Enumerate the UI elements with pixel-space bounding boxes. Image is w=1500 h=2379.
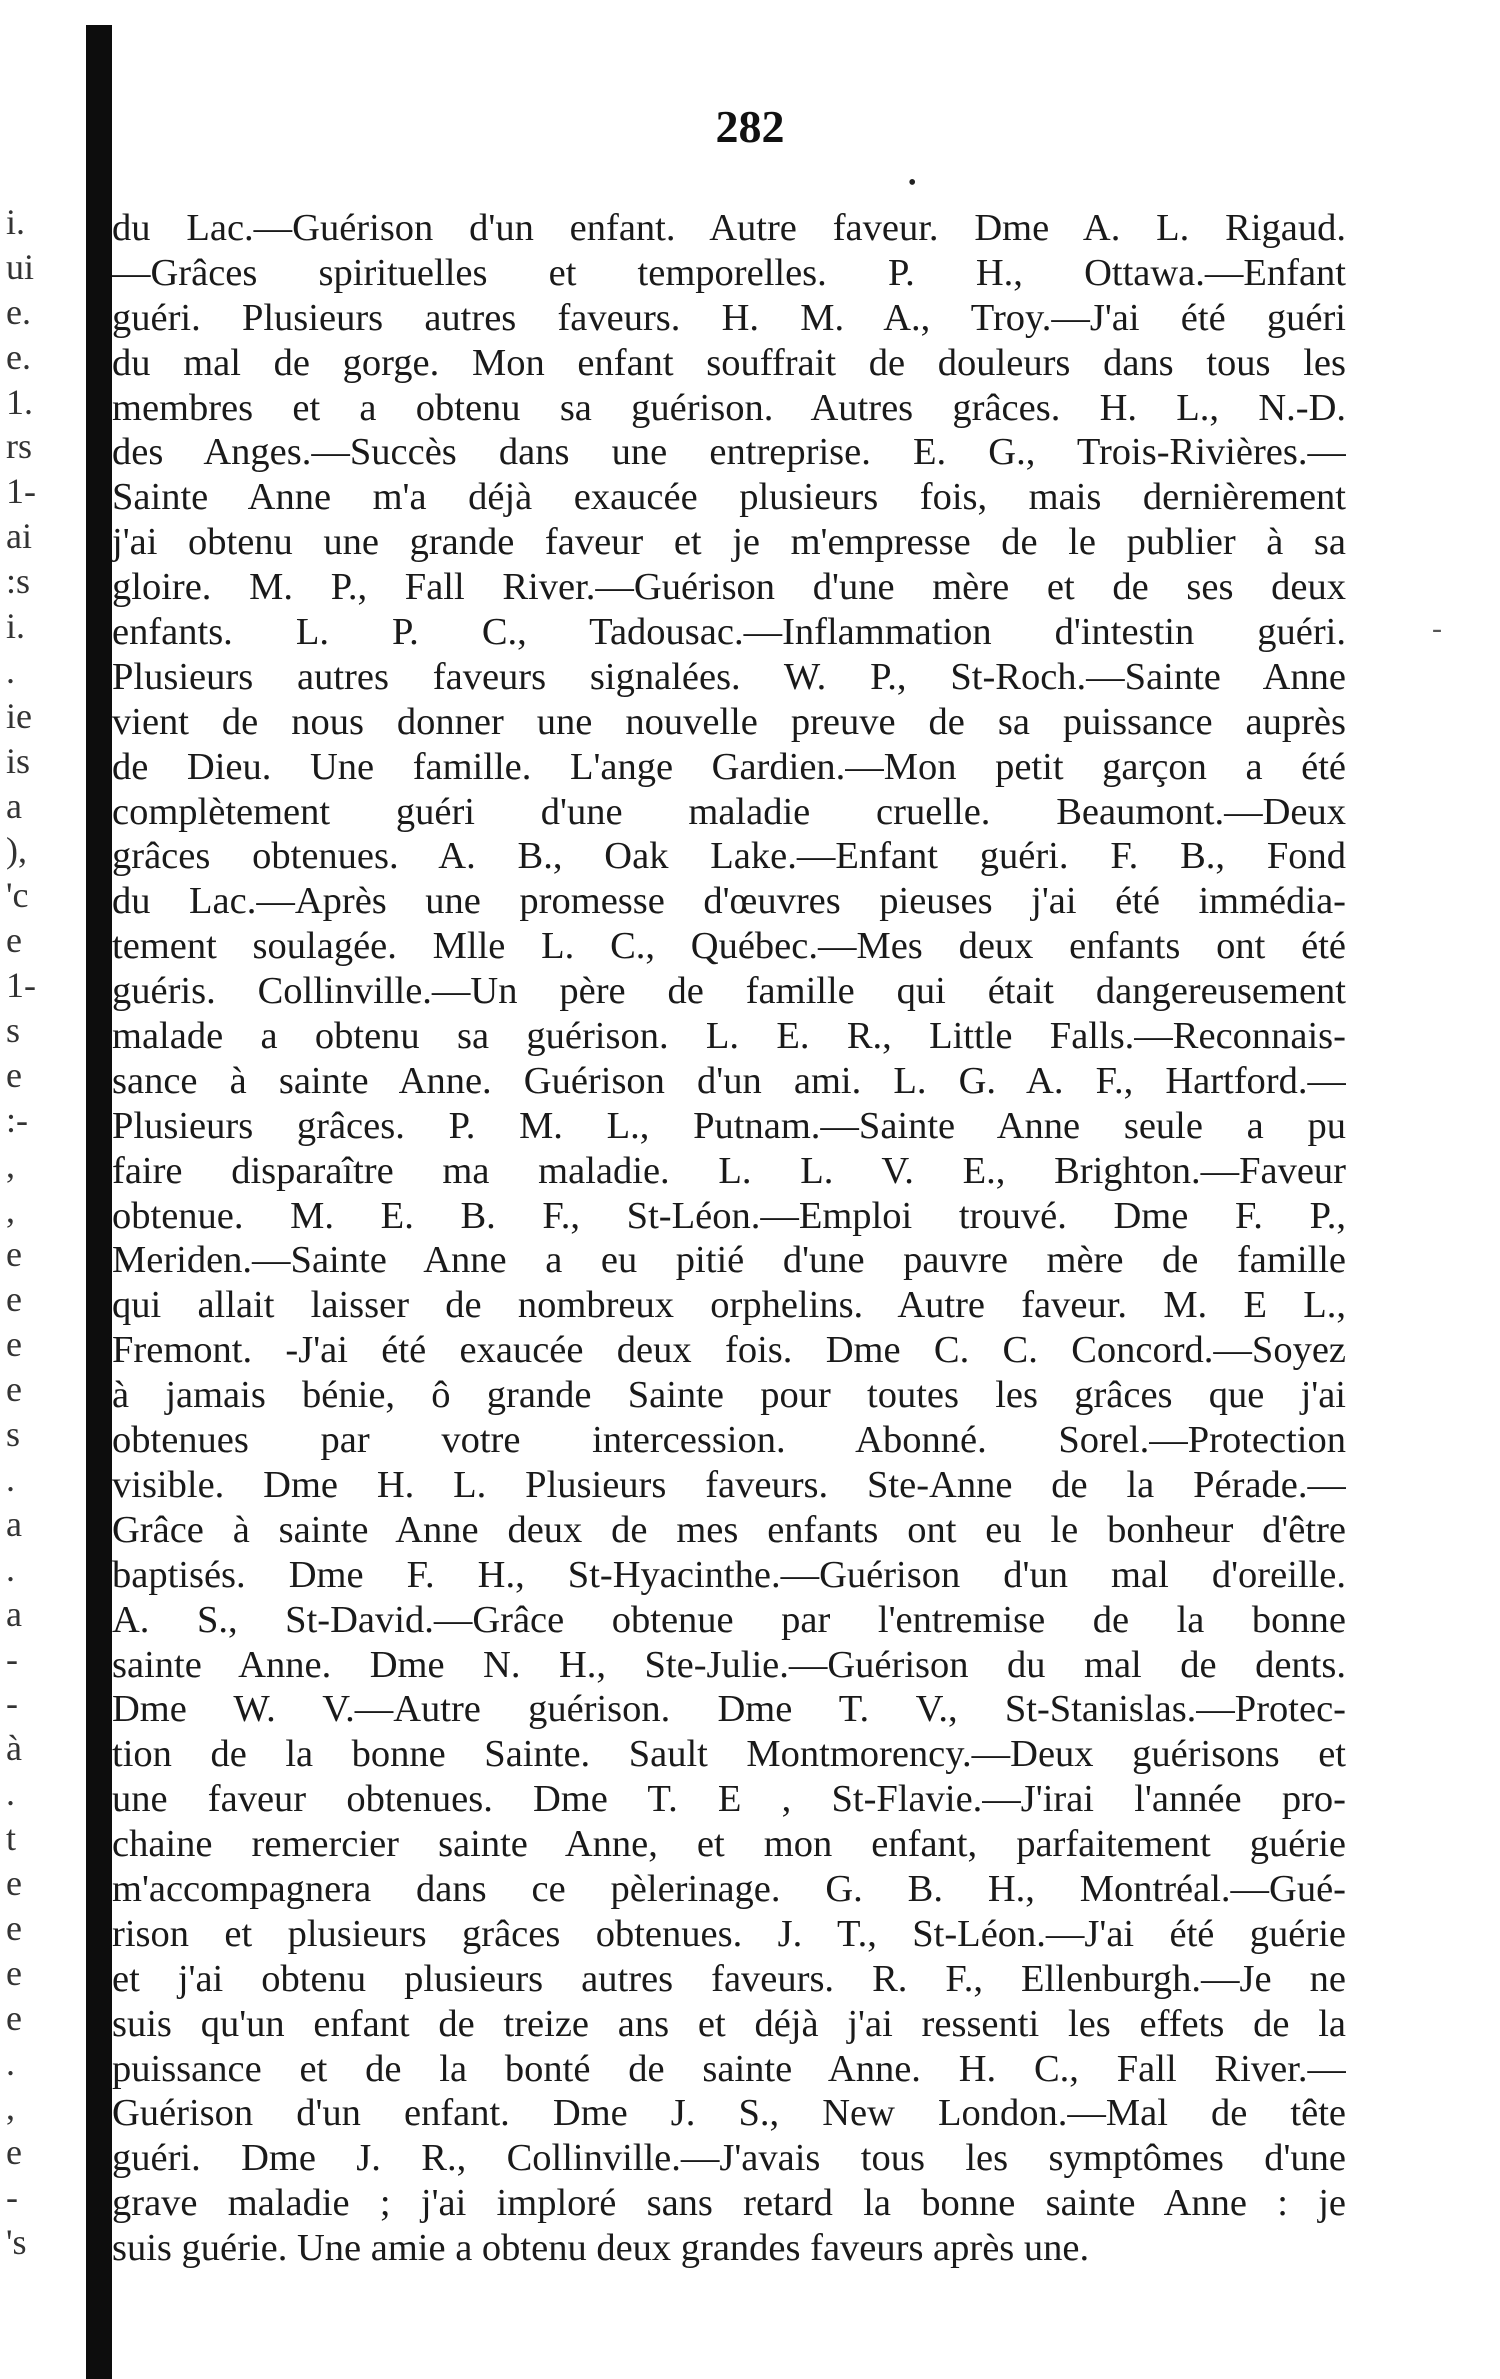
margin-fragment: e (6, 1324, 22, 1365)
text-line: baptisés. Dme F. H., St-Hyacinthe.—Guérison d'un mal d'oreille. (112, 1553, 1346, 1596)
text-line: et j'ai obtenu plusieurs autres faveurs. R. F., Ellenburgh.—Je ne (112, 1957, 1346, 2000)
margin-fragment: . (6, 2042, 15, 2083)
text-line: tion de la bonne Sainte. Sault Montmorency.—Deux guérisons et (112, 1733, 1346, 1776)
margin-fragment: 's (6, 2222, 27, 2263)
text-line: vient de nous donner une nouvelle preuve de sa puissance auprès (112, 700, 1346, 743)
text-line: puissance et de la bonté de sainte Anne. H. C., Fall River.— (112, 2047, 1346, 2090)
stray-ink-mark: • (908, 170, 917, 196)
text-line: chaine remercier sainte Anne, et mon enfant, parfaitement guérie (112, 1823, 1346, 1866)
text-line: de Dieu. Une famille. L'ange Gardien.—Mon petit garçon a été (112, 745, 1346, 788)
text-line: faire disparaître ma maladie. L. L. V. E., Brighton.—Faveur (112, 1149, 1346, 1192)
text-line: gloire. M. P., Fall River.—Guérison d'une mère et de ses deux (112, 566, 1346, 609)
text-line: malade a obtenu sa guérison. L. E. R., Little Falls.—Reconnais- (112, 1015, 1346, 1058)
margin-fragment: 1. (6, 381, 33, 422)
margin-fragment: e (6, 1279, 22, 1320)
margin-fragment: e. (6, 336, 31, 377)
text-line: visible. Dme H. L. Plusieurs faveurs. Ste-Anne de la Pérade.— (112, 1463, 1346, 1506)
text-line: une faveur obtenues. Dme T. E , St-Flavie.—J'irai l'année pro- (112, 1778, 1346, 1821)
margin-fragment: e (6, 1234, 22, 1275)
body-text-column (112, 206, 1346, 2271)
text-line: m'accompagnera dans ce pèlerinage. G. B. H., Montréal.—Gué- (112, 1867, 1346, 1910)
margin-fragment: . (6, 1458, 15, 1499)
margin-fragment: i. (6, 202, 26, 242)
text-line: qui allait laisser de nombreux orphelins. Autre faveur. M. E L., (112, 1284, 1346, 1327)
margin-fragment: s (6, 1414, 21, 1455)
margin-fragment: e (6, 1997, 22, 2038)
text-line: guéri. Plusieurs autres faveurs. H. M. A., Troy.—J'ai été guéri (112, 296, 1346, 339)
text-line: —Grâces spirituelles et temporelles. P. H., Ottawa.—Enfant (112, 251, 1346, 294)
margin-fragment: , (6, 2087, 15, 2128)
margin-fragment: 1- (6, 471, 36, 512)
text-line: enfants. L. P. C., Tadousac.—Inflammation d'intestin guéri. (112, 611, 1346, 654)
text-line: suis qu'un enfant de treize ans et déjà j'ai ressenti les effets de la (112, 2002, 1346, 2045)
page-number: 282 (715, 101, 785, 152)
text-line: grave maladie ; j'ai imploré sans retard la bonne sainte Anne : je (112, 2182, 1346, 2225)
text-line: du Lac.—Guérison d'un enfant. Autre faveur. Dme A. L. Rigaud. (112, 207, 1346, 249)
text-line: du mal de gorge. Mon enfant souffrait de douleurs dans tous les (112, 341, 1346, 384)
margin-fragment: ie (6, 695, 32, 736)
margin-fragment: e (6, 1907, 22, 1948)
text-line: Plusieurs autres faveurs signalées. W. P., St-Roch.—Sainte Anne (112, 655, 1346, 698)
margin-fragment: s (6, 1010, 21, 1051)
text-line: suis guérie. Une amie a obtenu deux grandes faveurs après une. (112, 2227, 1090, 2270)
text-line: Dme W. V.—Autre guérison. Dme T. V., St-Stanislas.—Protec- (112, 1688, 1346, 1731)
text-line: grâces obtenues. A. B., Oak Lake.—Enfant guéri. F. B., Fond (112, 835, 1346, 878)
margin-fragment: :s (6, 561, 31, 602)
text-line: des Anges.—Succès dans une entreprise. E. G., Trois-Rivières.— (112, 431, 1346, 474)
text-line: Fremont. -J'ai été exaucée deux fois. Dme C. C. Concord.—Soyez (112, 1329, 1346, 1372)
text-line: rison et plusieurs grâces obtenues. J. T., St-Léon.—J'ai été guérie (112, 1912, 1346, 1955)
margin-fragment: , (6, 1144, 15, 1185)
margin-fragment: a (6, 1593, 22, 1634)
text-line: guéris. Collinville.—Un père de famille qui était dangereusement (112, 970, 1346, 1013)
text-line: complètement guéri d'une maladie cruelle. Beaumont.—Deux (112, 790, 1346, 833)
margin-fragment: 'c (6, 875, 29, 916)
text-line: membres et a obtenu sa guérison. Autres grâces. H. L., N.-D. (112, 386, 1346, 429)
text-line: Sainte Anne m'a déjà exaucée plusieurs fois, mais dernièrement (112, 476, 1346, 519)
margin-fragment: ai (6, 516, 32, 557)
margin-mark: - (1432, 612, 1442, 645)
text-line: sainte Anne. Dme N. H., Ste-Julie.—Guérison du mal de dents. (112, 1643, 1346, 1686)
binding-gutter-shadow (86, 25, 112, 2379)
margin-fragment: :- (6, 1099, 28, 1140)
margin-fragment: ), (6, 830, 27, 871)
margin-fragment: rs (6, 426, 32, 467)
margin-fragment: a (6, 785, 22, 826)
margin-fragment: , (6, 1189, 15, 1230)
margin-fragment: e (6, 1862, 22, 1903)
margin-fragment: i. (6, 606, 26, 647)
margin-fragment: - (6, 1638, 18, 1679)
text-line: Meriden.—Sainte Anne a eu pitié d'une pauvre mère de famille (112, 1239, 1346, 1282)
margin-fragment: . (6, 1773, 15, 1814)
text-line: A. S., St-David.—Grâce obtenue par l'entremise de la bonne (112, 1598, 1346, 1641)
text-line: à jamais bénie, ô grande Sainte pour toutes les grâces que j'ai (112, 1374, 1346, 1417)
margin-fragment: e (6, 920, 22, 961)
margin-fragment: - (6, 2177, 18, 2218)
text-line: sance à sainte Anne. Guérison d'un ami. L. G. A. F., Hartford.— (112, 1059, 1346, 1102)
text-line: Plusieurs grâces. P. M. L., Putnam.—Sainte Anne seule a pu (112, 1104, 1346, 1147)
margin-fragment: - (6, 1683, 18, 1724)
text-line: obtenues par votre intercession. Abonné. Sorel.—Protection (112, 1419, 1346, 1462)
text-line: j'ai obtenu une grande faveur et je m'empresse de le publier à sa (112, 521, 1346, 564)
margin-fragment: e. (6, 291, 31, 332)
margin-fragment: t (6, 1818, 17, 1859)
margin-fragment: e (6, 1369, 22, 1410)
margin-fragment: is (6, 740, 31, 781)
text-line: tement soulagée. Mlle L. C., Québec.—Mes deux enfants ont été (112, 925, 1346, 968)
margin-fragment: . (6, 1548, 15, 1589)
margin-fragment: e (6, 1952, 22, 1993)
text-line: guéri. Dme J. R., Collinville.—J'avais tous les symptômes d'une (112, 2137, 1346, 2180)
text-line: du Lac.—Après une promesse d'œuvres pieuses j'ai été immédia- (112, 880, 1346, 923)
margin-fragment: 1- (6, 965, 36, 1006)
margin-fragment: ui (6, 246, 35, 287)
margin-fragment: e (6, 1054, 22, 1095)
margin-fragment: e (6, 2132, 22, 2173)
margin-fragment: . (6, 650, 15, 691)
margin-fragment: à (6, 1728, 22, 1769)
text-line: Guérison d'un enfant. Dme J. S., New London.—Mal de tête (112, 2092, 1346, 2135)
margin-fragment: a (6, 1503, 22, 1544)
text-line: Grâce à sainte Anne deux de mes enfants ont eu le bonheur d'être (112, 1508, 1346, 1551)
adjacent-page-margin-fragments (0, 200, 70, 2265)
text-line: obtenue. M. E. B. F., St-Léon.—Emploi trouvé. Dme F. P., (112, 1194, 1346, 1237)
